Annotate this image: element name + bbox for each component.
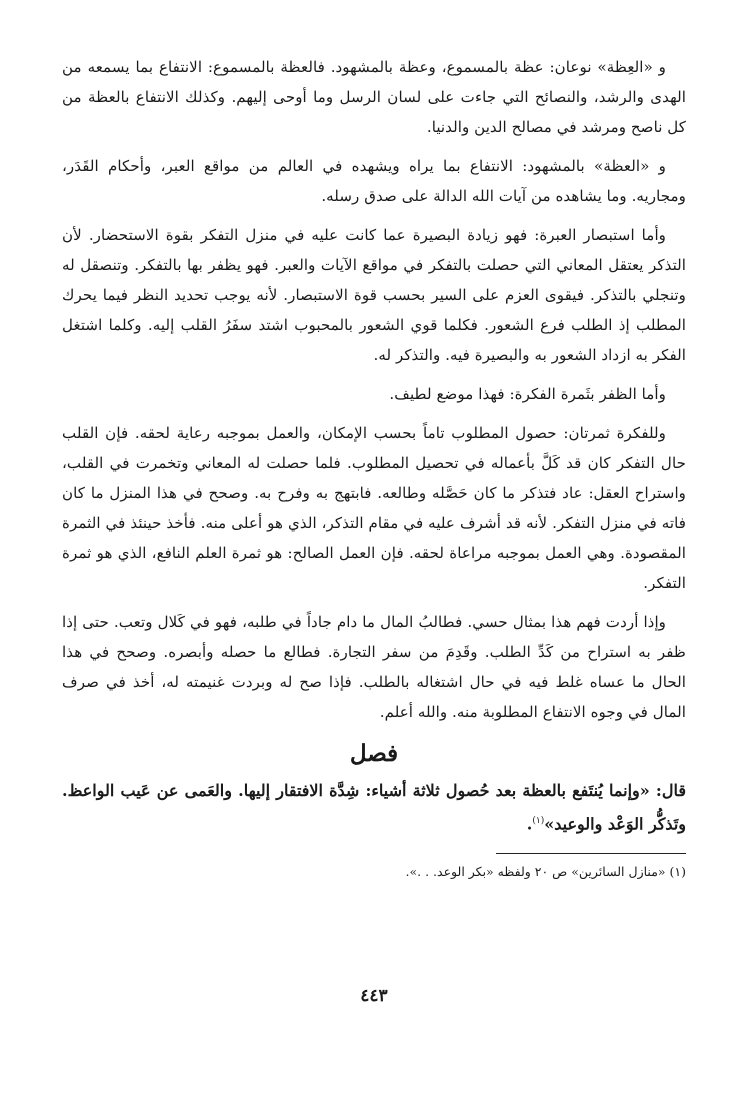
footnote-divider-wrap xyxy=(62,839,686,862)
quote-block xyxy=(62,775,686,839)
page-body xyxy=(62,52,686,882)
paragraph-6: وإذا أردت فهم هذا بمثال حسي. فطالبُ المال ما دام جاداً في طلبه، فهو في كَلال وتعب. حتى إذا ظفر به استراح من كَدِّ الطلب. وقَدِمَ من سفر التجارة. فطالع ما حصله وأبصره. وصحح في هذا الحال ما عساه غلط فيه في حال اشتغاله بالطلب. فإذا صح له وبردت غنيمته له، أخذ في صرف المال في وجوه الانتفاع المطلوبة منه. والله أعلم. xyxy=(62,613,686,721)
quote-text: قال: «وإنما يُنتَفع بالعظة بعد حُصول ثلاثة أشياء: شِدَّة الافتقار إليها. والعَمى عن عَيب الواعظ. وتَذكُّر الوَعْد والوعيد» xyxy=(62,781,686,834)
paragraph-4: وأما الظفر بثَمرة الفكرة: فهذا موضع لطيف. xyxy=(389,385,666,403)
paragraph-2: و «العظة» بالمشهود: الانتفاع بما يراه ويشهده في العالم من مواقع العبر، وأحكام القَدَر، ومجاريه. وما يشاهده من آيات الله الدالة على صدق رسله. xyxy=(62,157,686,205)
footnote-divider xyxy=(496,853,686,854)
footnote: (١) «منازل السائرين» ص ٢٠ ولفظه «بكر الوعد. . .». xyxy=(405,864,686,880)
paragraph-1: و «العِظة» نوعان: عظة بالمسموع، وعظة بالمشهود. فالعظة بالمسموع: الانتفاع بما يسمعه من الهدى والرشد، والنصائح التي جاءت على لسان الرسل وما أوحى إليهم. وكذلك الانتفاع بالعظة من كل ناصح ومرشد في مصالح الدين والدنيا. xyxy=(62,58,686,136)
page-number: ٤٤٣ xyxy=(360,986,388,1006)
section-heading: فصل xyxy=(349,740,399,767)
quote-end: . xyxy=(526,814,533,834)
footnote-marker: (١) xyxy=(532,816,545,826)
paragraph-3: وأما استبصار العبرة: فهو زيادة البصيرة عما كانت عليه في منزل التفكر بقوة الاستحضار. لأن التذكر يعتقل المعاني التي حصلت بالتفكر في مواقع الآيات والعبر. فهو يظفر بها بالتفكر. وتنصقل له وتنجلي بالتذكر. فيقوى العزم على السير بحسب قوة الاستبصار. لأنه يوجب تحديد النظر فيما يحرك المطلب إذ الطلب فرع الشعور. فكلما قوي الشعور بالمحبوب اشتد سفَرُ القلب إليه. وكلما اشتغل الفكر به ازداد الشعور به والبصيرة فيه. والتذكر له. xyxy=(62,226,686,364)
paragraph-5: وللفكرة ثمرتان: حصول المطلوب تاماً بحسب الإمكان، والعمل بموجبه رعاية لحقه. فإن القلب حال التفكر كان قد كَلَّ بأعماله في تحصيل المطلوب. فلما حصلت له المعاني وتخمرت في القلب، واستراح العقل: عاد فتذكر ما كان حَصَّله وطالعه. فابتهج به وفرح به. وصحح في هذا المنزل ما كان فاته في منزل التفكر. لأنه قد أشرف عليه في مقام التذكر، الذي هو أعلى منه. فأخذ حينئذ في الثمرة المقصودة. وهي العمل بموجبه مراعاة لحقه. فإن العمل الصالح: هو ثمرة العلم النافع، الذي هو ثمرة التفكر. xyxy=(62,424,686,592)
